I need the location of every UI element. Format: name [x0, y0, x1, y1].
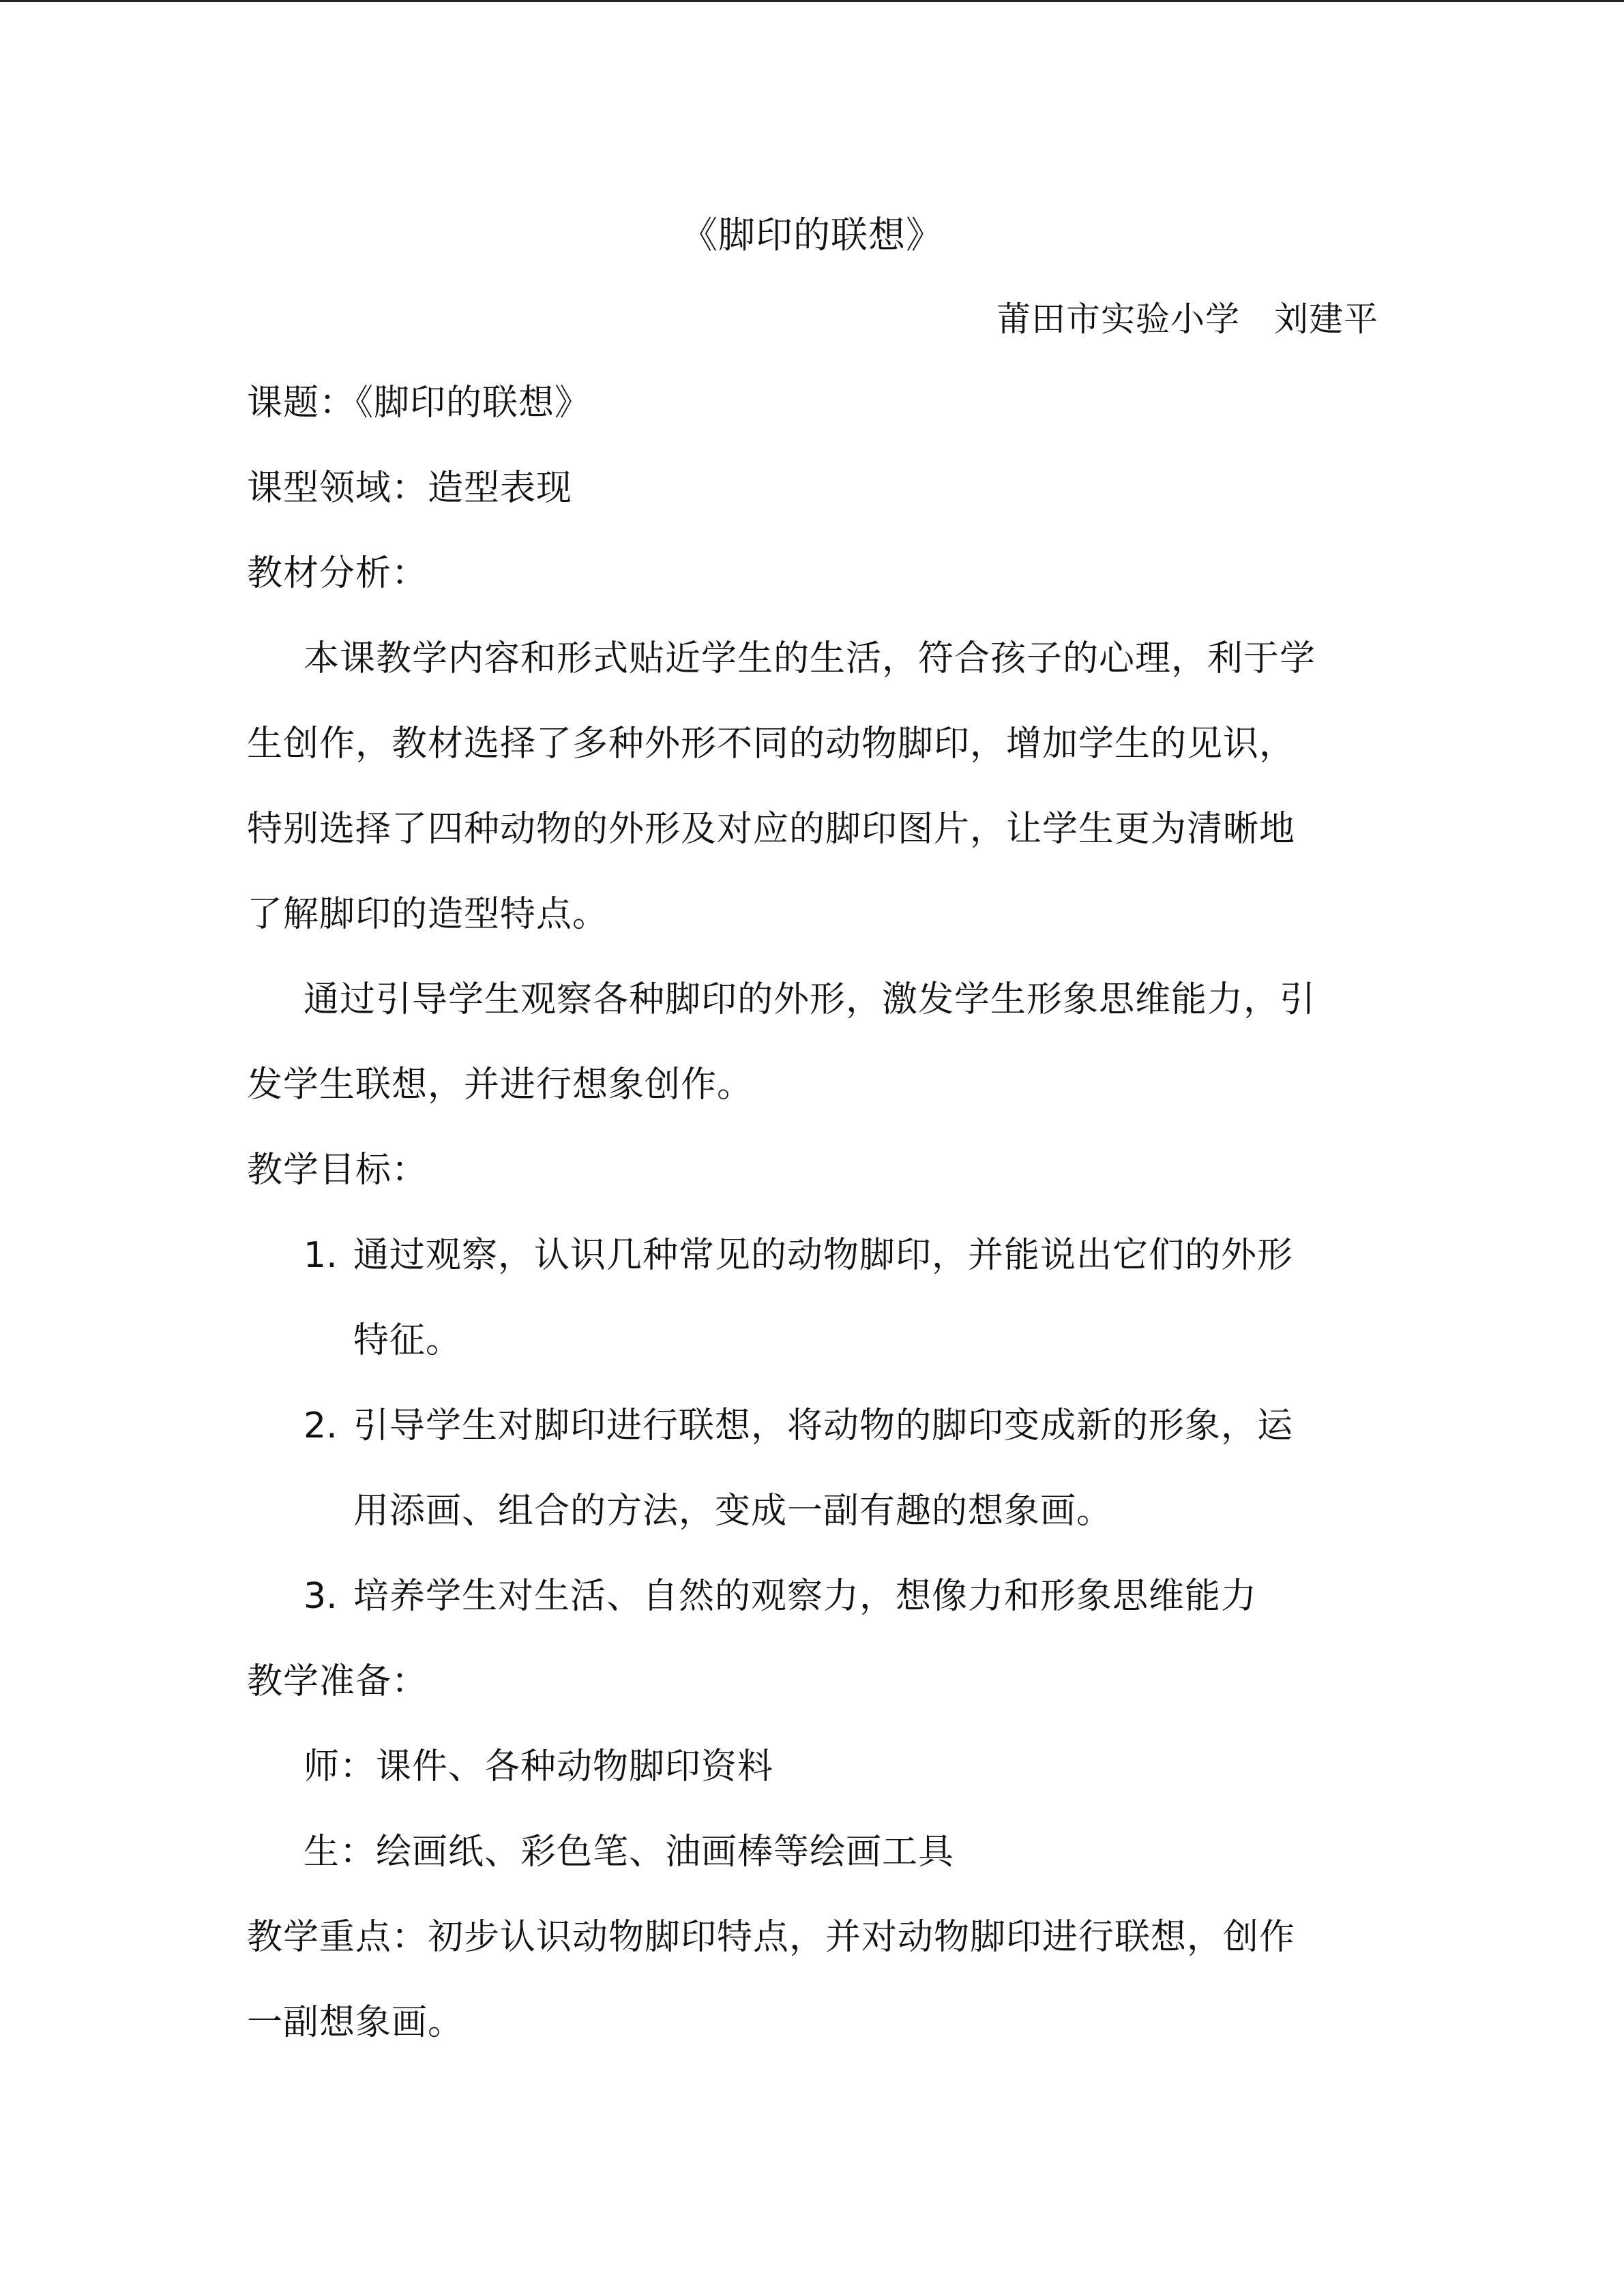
goal-2-line-2: 用添画、组合的方法，变成一副有趣的想象画。 [353, 1491, 1113, 1532]
analysis-paragraph-1-line-4: 了解脚印的造型特点。 [247, 894, 609, 935]
analysis-paragraph-1-line-2: 生创作，教材选择了多种外形不同的动物脚印，增加学生的见识， [247, 724, 1296, 764]
focus-line-1: 教学重点：初步认识动物脚印特点，并对动物脚印进行联想，创作 [247, 1917, 1296, 1958]
document-title: 《脚印的联想》 [681, 213, 943, 256]
author-school: 莆田市实验小学 [996, 299, 1240, 339]
goal-1-line-2: 特征。 [353, 1320, 462, 1361]
author-line [996, 296, 1378, 342]
type-line: 课型领域：造型表现 [247, 468, 573, 509]
goals-heading: 教学目标： [247, 1150, 428, 1191]
topic-line: 课题：《脚印的联想》 [247, 383, 591, 423]
prep-student: 生：绘画纸、彩色笔、油画棒等绘画工具 [304, 1832, 955, 1873]
prep-heading: 教学准备： [247, 1661, 428, 1702]
goal-1-line-1: 通过观察，认识几种常见的动物脚印，并能说出它们的外形 [353, 1235, 1294, 1276]
analysis-paragraph-2-line-1: 通过引导学生观察各种脚印的外形，激发学生形象思维能力，引 [304, 979, 1316, 1020]
analysis-paragraph-1-line-1: 本课教学内容和形式贴近学生的生活，符合孩子的心理，利于学 [304, 638, 1316, 679]
goal-2-number: 2. [304, 1405, 338, 1446]
prep-teacher: 师：课件、各种动物脚印资料 [304, 1746, 774, 1787]
goal-2-line-1: 引导学生对脚印进行联想，将动物的脚印变成新的形象，运 [353, 1405, 1294, 1446]
goal-3-number: 3. [304, 1576, 338, 1617]
focus-line-2: 一副想象画。 [247, 2002, 464, 2043]
analysis-paragraph-1-line-3: 特别选择了四种动物的外形及对应的脚印图片，让学生更为清晰地 [247, 809, 1296, 850]
goal-3-line-1: 培养学生对生活、自然的观察力，想像力和形象思维能力 [353, 1576, 1258, 1617]
analysis-paragraph-2-line-2: 发学生联想，并进行想象创作。 [247, 1064, 754, 1105]
author-name: 刘建平 [1274, 299, 1378, 339]
goal-1-number: 1. [304, 1235, 338, 1276]
analysis-heading: 教材分析： [247, 553, 428, 594]
